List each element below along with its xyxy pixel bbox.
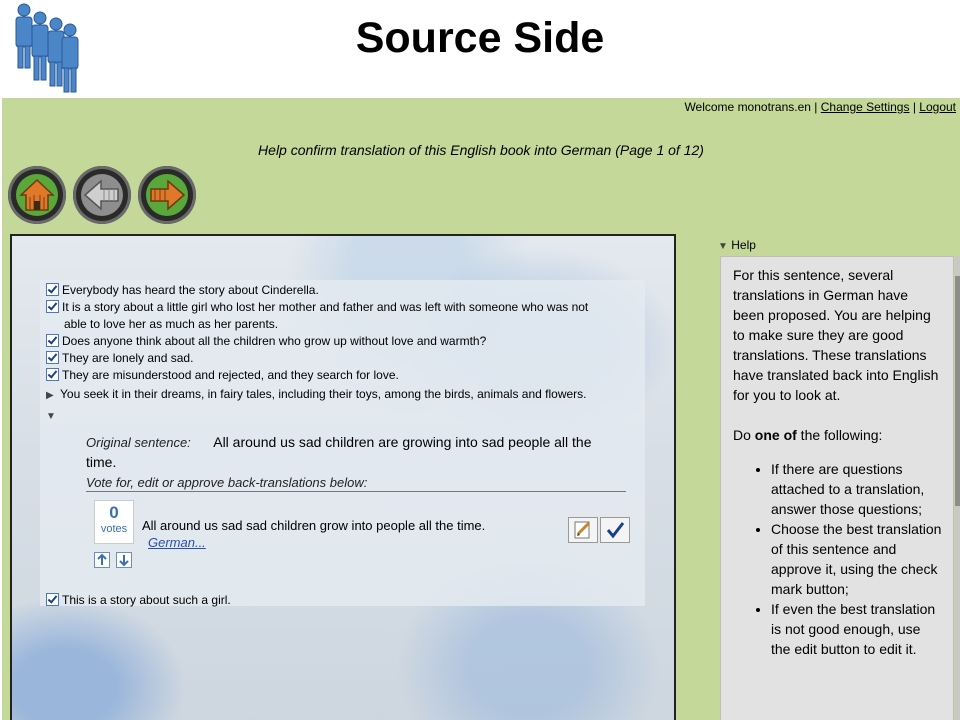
help-scrollbar[interactable] [955, 256, 960, 720]
sentence-text: This is a story about such a girl. [62, 593, 231, 607]
home-icon [15, 173, 59, 217]
sentence-text: They are misunderstood and rejected, and they search for love. [62, 368, 399, 382]
sentence-text: You seek it in their dreams, in fairy tales, including their toys, among the birds, animals and flowers. [60, 387, 587, 401]
monotrans-app [2, 98, 960, 720]
sentence-item[interactable] [46, 386, 586, 404]
downvote-button[interactable] [116, 552, 132, 568]
help-do-line: Do one of the following: [733, 427, 883, 443]
sentence-text: Everybody has heard the story about Cinderella. [62, 283, 319, 297]
book-page [10, 234, 676, 720]
upvote-button[interactable] [94, 552, 110, 568]
sentence-item[interactable] [46, 350, 193, 367]
arrow-down-icon [117, 553, 131, 567]
sentence-item[interactable] [46, 367, 399, 384]
original-text: All around us sad children are growing into sad people all the [213, 434, 592, 450]
german-link[interactable]: German... [148, 535, 206, 550]
help-bullet: • If there are questions attached to a translation, answer those questions; [771, 459, 943, 519]
vote-count: 0 [109, 503, 119, 522]
original-label: Original sentence: [86, 435, 191, 450]
back-button[interactable] [73, 166, 131, 224]
original-line [86, 434, 626, 452]
checkbox[interactable] [46, 300, 59, 313]
slide-header [0, 0, 960, 96]
sentence-item[interactable] [46, 592, 231, 609]
back-translation-text: All around us sad sad children grow into people all the time. [142, 518, 486, 533]
collapsed-triangle-icon[interactable]: ▶ [46, 390, 54, 401]
sentence-item[interactable] [46, 282, 319, 299]
sentence-item[interactable] [46, 407, 60, 425]
slide-title: Source Side [355, 14, 605, 62]
forward-arrow-icon [145, 173, 189, 217]
change-settings-link[interactable]: Change Settings [820, 100, 910, 114]
edit-button[interactable] [568, 517, 598, 543]
help-panel [720, 256, 954, 720]
checkbox[interactable] [46, 593, 59, 606]
approve-button[interactable] [600, 517, 630, 543]
arrow-up-icon [95, 553, 109, 567]
check-mark-icon [601, 518, 629, 542]
help-intro: For this sentence, several translations in German have been proposed. You are helping to make sure they are good translations. These translations have translated back into English for you to look at. [733, 267, 939, 403]
help-bullet: • If even the best translation is not good enough, use the edit button to edit it. [771, 599, 943, 659]
expanded-triangle-icon[interactable]: ▼ [46, 411, 56, 422]
home-button[interactable] [8, 166, 66, 224]
original-text-cont: time. [86, 454, 117, 470]
sentence-text: able to love her as much as her parents. [64, 317, 279, 331]
votes-label: votes [100, 523, 128, 535]
help-bullet-list [733, 459, 943, 659]
page-instruction: Help confirm translation of this English book into German (Page 1 of 12) [258, 142, 704, 158]
expanded-triangle-icon: ▼ [718, 241, 728, 252]
sentence-text: They are lonely and sad. [62, 351, 194, 365]
scroll-thumb[interactable] [955, 276, 960, 506]
logout-link[interactable]: Logout [919, 100, 956, 114]
help-bullet: • Choose the best translation of this sentence and approve it, using the check mark button; [771, 519, 943, 599]
sentence-detail [80, 428, 640, 588]
checkbox[interactable] [46, 351, 59, 364]
help-title: Help [731, 238, 756, 252]
separator: | [912, 100, 916, 114]
sentence-text: Does anyone think about all the children who grow up without love and warmth? [62, 334, 487, 348]
sentence-item[interactable] [46, 333, 486, 350]
back-arrow-icon [80, 173, 124, 217]
help-header[interactable] [718, 238, 756, 252]
checkbox[interactable] [46, 283, 59, 296]
welcome-bar [684, 100, 956, 114]
forward-button[interactable] [138, 166, 196, 224]
vote-instruction: Vote for, edit or approve back-translations below: [86, 475, 626, 492]
sentence-continuation [64, 316, 278, 333]
vote-count-box [94, 500, 134, 544]
sentence-text: It is a story about a little girl who lost her mother and father and was left with someone who was not [62, 300, 589, 314]
checkbox[interactable] [46, 368, 59, 381]
welcome-text: Welcome monotrans.en | [684, 100, 818, 114]
sentence-item[interactable] [46, 299, 588, 316]
edit-pencil-icon [569, 518, 597, 542]
checkbox[interactable] [46, 334, 59, 347]
